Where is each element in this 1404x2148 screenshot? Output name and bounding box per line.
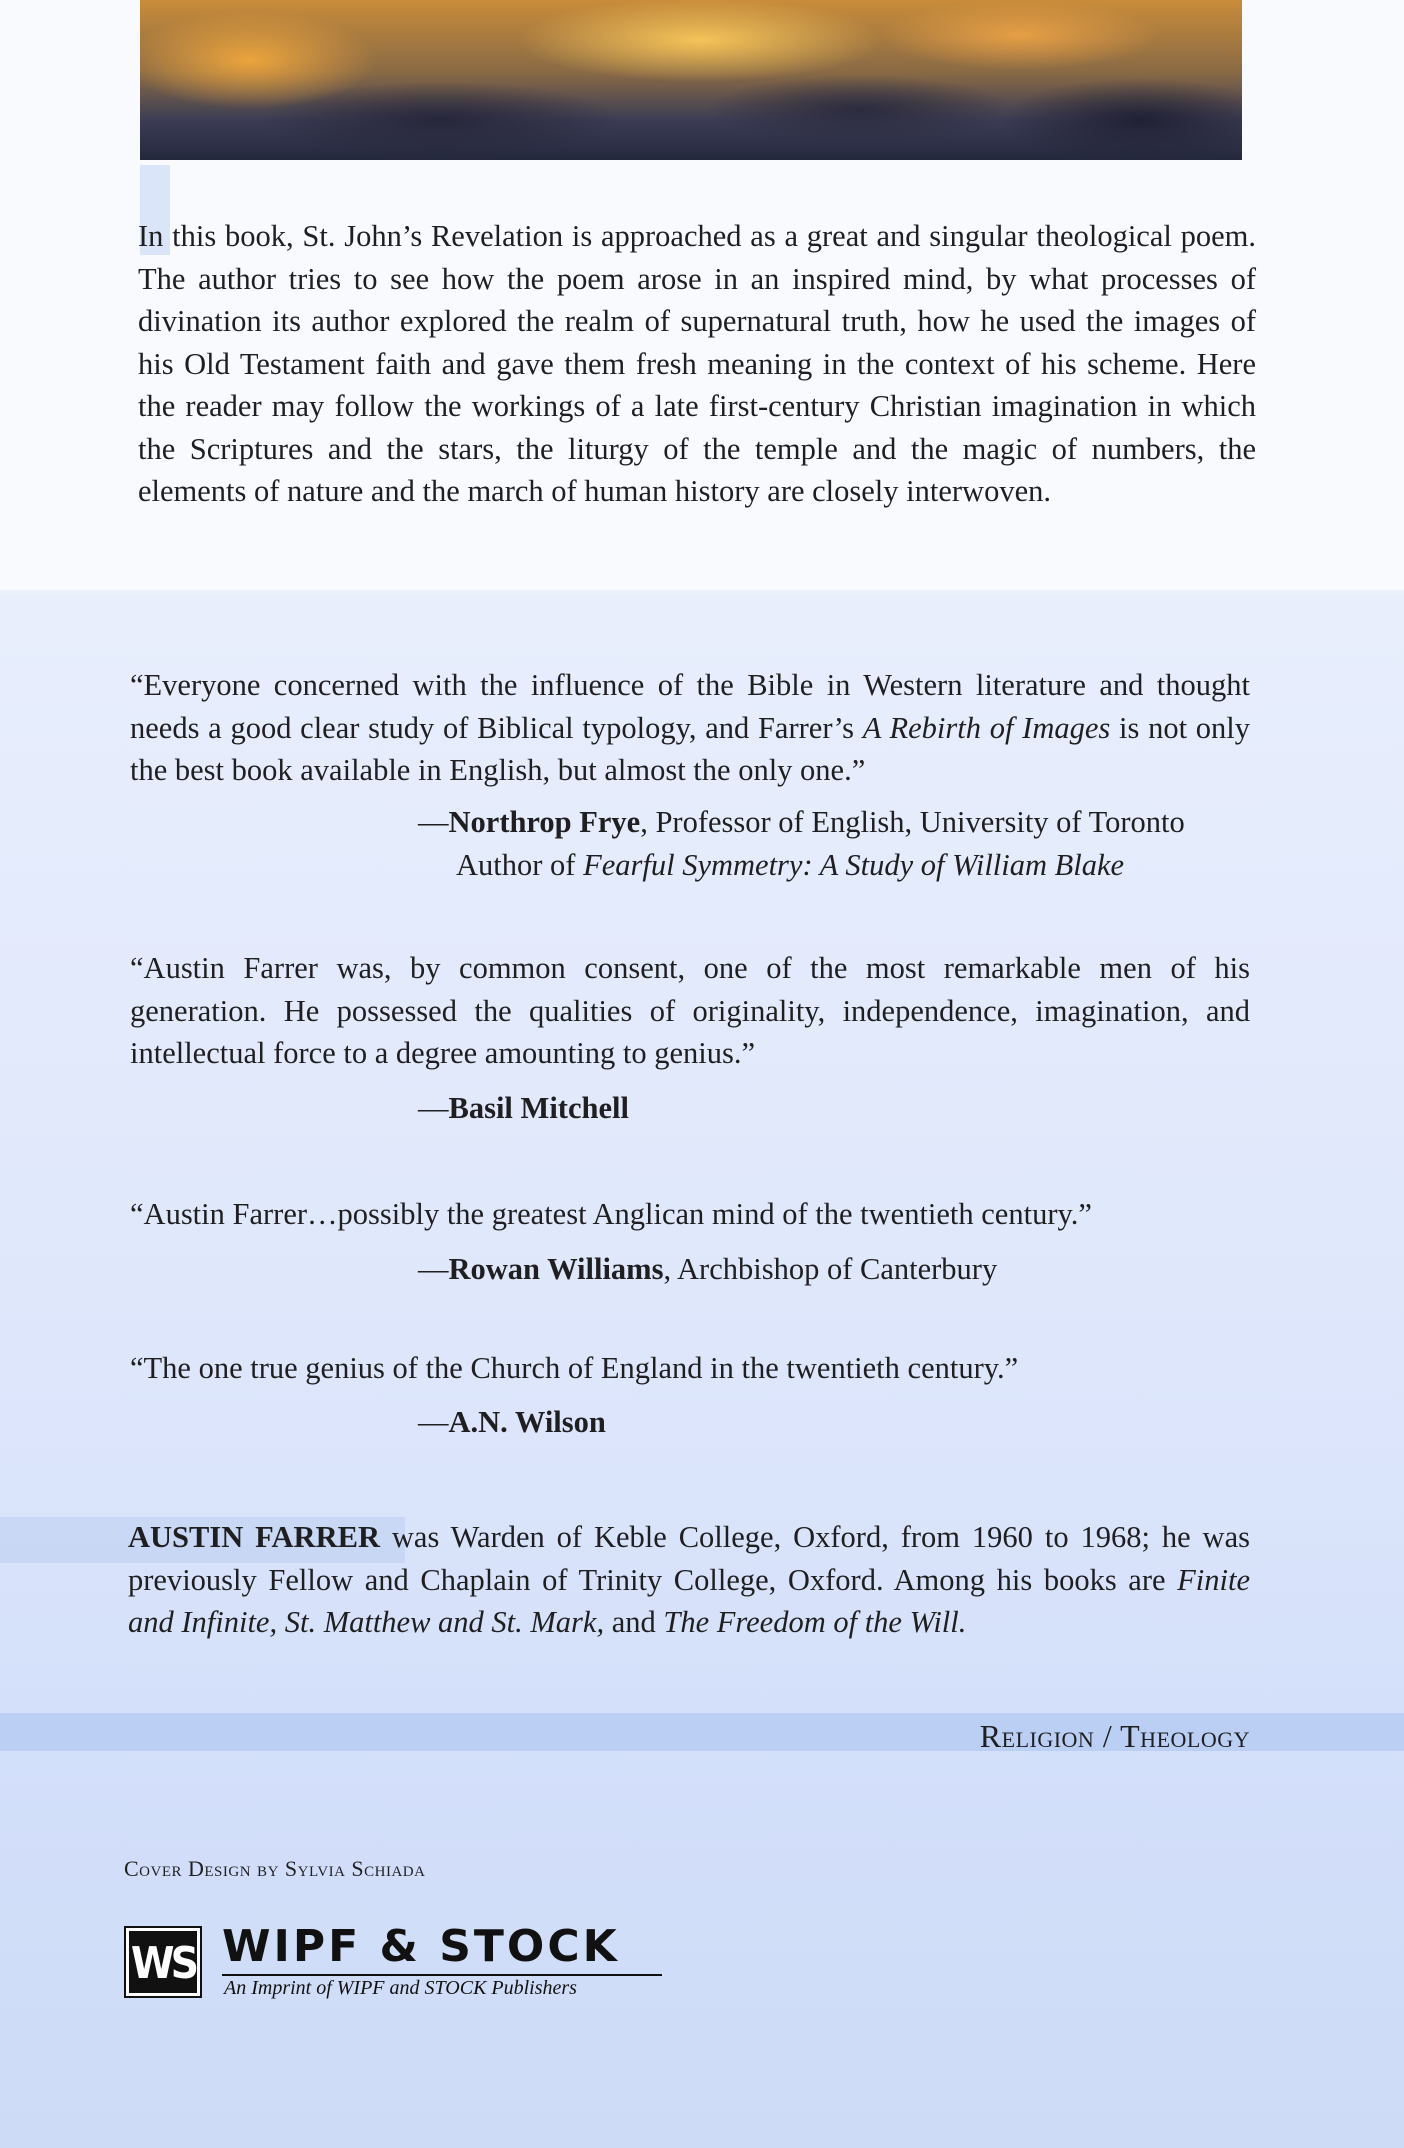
category-label: Religion / Theology <box>979 1718 1250 1754</box>
cover-design-credit: Cover Design by Sylvia Schiada <box>124 1856 426 1881</box>
endorsement-attribution: —Rowan Williams, Archbishop of Canterbury <box>418 1252 998 1286</box>
endorsement-quote: “The one true genius of the Church of England in the twentieth century.” <box>130 1351 1019 1385</box>
logo-divider <box>222 1974 662 1976</box>
endorsement-attribution: —A.N. Wilson <box>418 1405 606 1439</box>
publisher-name: WIPF & STOCK <box>222 1921 620 1972</box>
book-title: A Rebirth of Images <box>862 710 1111 745</box>
endorser-name: A.N. Wilson <box>448 1405 606 1439</box>
endorsement-attribution: —Northrop Frye, Professor of English, University of Toronto Author of Fearful Symmetry: A Study of William Blake <box>418 805 1185 882</box>
ws-logo-mark: WS <box>124 1926 202 1998</box>
endorser-name: Northrop Frye <box>448 805 641 839</box>
endorser-name: Basil Mitchell <box>448 1091 629 1125</box>
endorsement-quote: “Austin Farrer…possibly the greatest Anglican mind of the twentieth century.” <box>130 1197 1092 1231</box>
endorser-name: Rowan Williams <box>448 1252 664 1286</box>
publisher-subtitle: An Imprint of WIPF and STOCK Publishers <box>224 1977 577 1999</box>
sunset-sky-image <box>140 0 1242 160</box>
book-description: In this book, St. John’s Revelation is approached as a great and singular theological poem. The author tries to see how the poem arose in an inspired mind, by what processes of divination its author explored the realm of supernatural truth, how he used the images of his Old Testament faith and gave them fresh meaning in the context of his scheme. Here the reader may follow the workings of a late first-century Christian imagination in which the Scriptures and the stars, the liturgy of the temple and the magic of numbers, the elements of nature and the march of human history are closely interwoven. <box>138 219 1256 508</box>
publisher-logo <box>124 1922 664 2002</box>
author-bio: AUSTIN FARRER was Warden of Keble College, Oxford, from 1960 to 1968; he was previously Fellow and Chaplain of Trinity College, Oxford. Among his books are Finite and Infinite, St. Matthew and St. Mark, and The Freedom of the Will. <box>128 1520 1250 1639</box>
endorsement-attribution: —Basil Mitchell <box>418 1091 629 1125</box>
author-name: AUSTIN FARRER <box>128 1520 380 1554</box>
endorsement-quote: “Everyone concerned with the influence of the Bible in Western literature and thought needs a good clear study of Biblical typology, and Farrer’s A Rebirth of Images is not only the best book available in English, but almost the only one.” <box>130 668 1250 787</box>
endorsement-quote: “Austin Farrer was, by common consent, one of the most remarkable men of his generation. He possessed the qualities of originality, independence, imagination, and intellectual force to a degree amounting to genius.” <box>130 951 1250 1070</box>
